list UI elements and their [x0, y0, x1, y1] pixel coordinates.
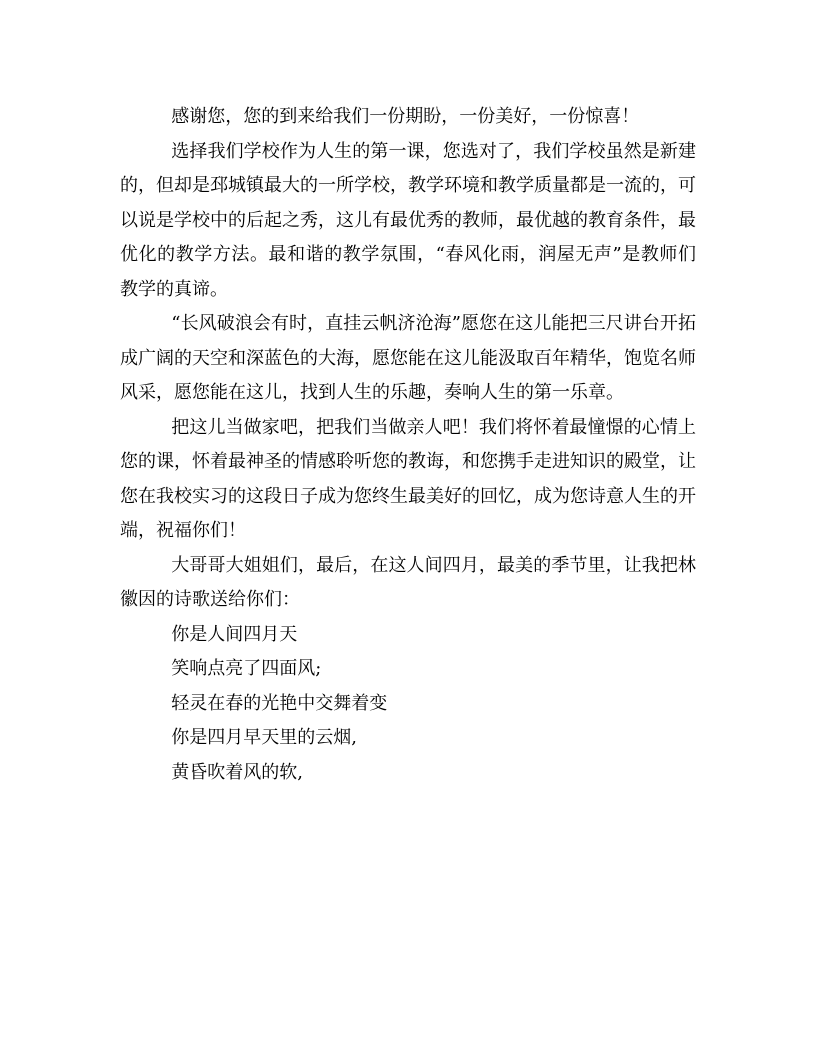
poem-line: 你是四月早天里的云烟, [171, 727, 358, 748]
poem-line: 笑响点亮了四面风; [171, 658, 322, 679]
poem-line: 轻灵在春的光艳中交舞着变 [171, 692, 388, 714]
poem-line: 黄昏吹着风的软, [171, 761, 304, 783]
paragraph-school-intro: 选择我们学校作为人生的第一课，您选对了，我们学校虽然是新建的，但却是邳城镇最大的一所学校，教学环境和教学质量都是一流的，可以说是学校中的后起之秀，这儿有最优秀的教师，最优越的教育条件，最优化的教学方法。最和谐的教学氛围，“春风化雨，润屋无声”是教师们教学的真谛。 [120, 140, 696, 300]
paragraph-poem-intro: 大哥哥大姐姐们，最后，在这人间四月，最美的季节里，让我把林徽因的诗歌送给你们： [120, 554, 696, 610]
paragraph-home: 把这儿当做家吧，把我们当做亲人吧！我们将怀着最憧憬的心情上您的课，怀着最神圣的情感聆听您的教诲，和您携手走进知识的殿堂，让您在我校实习的这段日子成为您终生最美好的回忆，成为您诗意人生的开端，祝福你们！ [120, 416, 696, 541]
poem-line: 你是人间四月天 [171, 623, 298, 645]
document-body [120, 100, 696, 790]
paragraph-thanks: 感谢您，您的到来给我们一份期盼，一份美好，一份惊喜！ [171, 106, 640, 127]
paragraph-wishes: “长风破浪会有时，直挂云帆济沧海”愿您在这儿能把三尺讲台开拓成广阔的天空和深蓝色的大海，愿您能在这儿能汲取百年精华，饱览名师风采，愿您能在这儿，找到人生的乐趣，奏响人生的第一乐章。 [120, 313, 696, 403]
